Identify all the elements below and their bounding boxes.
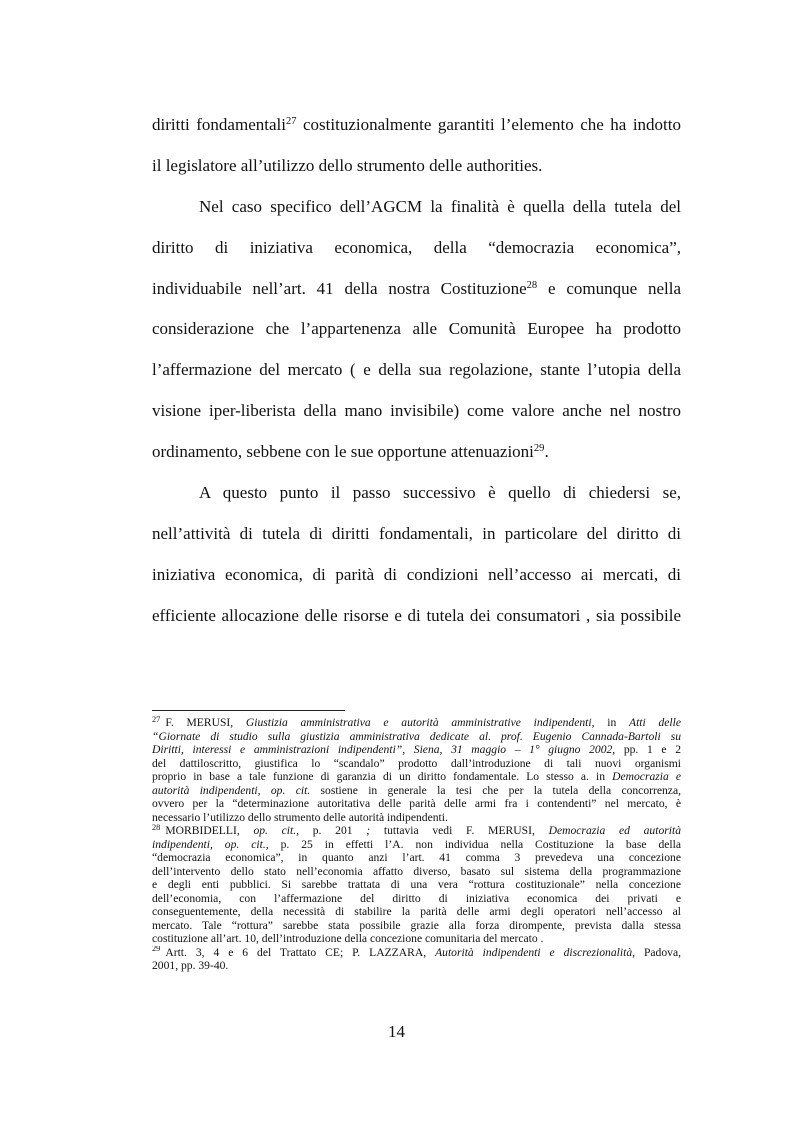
paragraph-line: iniziativa economica, di parità di condizioni nell’accesso ai mercati, di (152, 564, 681, 584)
paragraph-line: il legislatore all’utilizzo dello strumento delle authorities. (152, 155, 543, 175)
footnote-line: dell’economia, con l’affermazione del diritto di iniziativa economica dei privati e (152, 891, 681, 905)
footnote-line: dell’intervento dello stato nell’economia affatto diverso, basato sul sistema della programmazione (152, 864, 681, 878)
paragraph-line: considerazione che l’appartenenza alle Comunità Europee ha prodotto (152, 319, 681, 339)
footnote-number: 29 (152, 945, 161, 954)
footnote-27: $^{27}$ F. MERUSI, Giustizia amministrativa e autorità amministrative indipendenti, in Atti delle (152, 716, 681, 729)
footnote-line: “democrazia economica”, in quanto anzi l’art. 41 comma 3 prevedeva una concezione (152, 851, 681, 864)
footnote-29: $^{29}$ Artt. 3, 4 e 6 del Trattato CE; P. LAZZARA, Autorità indipendenti e discrezionalità, Padova, (152, 945, 681, 959)
footnote-line: del dattiloscritto, giustifica lo “scandalo” prodotto dall’introduzione di tali nuovi organismi (152, 756, 681, 770)
footnote-line: ovvero per la “determinazione autoritativa delle parità delle armi fra i contendenti” nel mercato, è (152, 797, 681, 810)
paragraph-line: efficiente allocazione delle risorse e di tutela dei consumatori , sia possibile (152, 605, 681, 625)
footnote-line: proprio in base a tale funzione di garanzia di un diritto fondamentale. Lo stesso a. in Democrazia e (152, 770, 681, 783)
paragraph-line: diritto di iniziativa economica, della “democrazia economica”, (152, 237, 681, 257)
footnote-ref-27[interactable]: 27 (285, 116, 297, 128)
footnote-28: $^{28}$ MORBIDELLI, op. cit., p. 201 ; tuttavia vedi F. MERUSI, Democrazia ed autorità (152, 824, 681, 837)
paragraph-line: ordinamento, sebbene con le sue opportune attenuazioni$^{29}$. (152, 442, 549, 462)
footnotes (152, 716, 681, 973)
footnote-number: 28 (152, 824, 161, 832)
paragraph-line: visione iper-liberista della mano invisibile) come valore anche nel nostro (152, 401, 681, 421)
paragraph-line: individuabile nell’art. 41 della nostra Costituzione$^{28}$ e comunque nella (152, 278, 681, 298)
footnote-line: “Giornate di studio sulla giustizia amministrativa dedicate al. prof. Eugenio Cannada-Bartoli su (152, 729, 681, 743)
footnote-separator (152, 710, 345, 711)
footnote-line: indipendenti, op. cit., p. 25 in effetti l’A. non individua nella Costituzione la base della (152, 837, 681, 851)
footnote-line: mercato. Tale “rottura” sarebbe stata possibile grazie alla forza dirompente, prevista dalla stessa (152, 918, 681, 932)
footnote-line: e degli enti pubblici. Si sarebbe trattata di una vera “rottura costituzionale” nella concezione (152, 878, 681, 891)
paragraph-line: diritti fondamentali$^{27}$ costituzionalmente garantiti l’elemento che ha indotto (152, 115, 681, 134)
footnote-line: autorità indipendenti, op. cit. sostiene in generale la tesi che per la tutela della concorrenza, (152, 783, 681, 797)
footnote-number: 27 (152, 716, 161, 724)
paragraph-line: Nel caso specifico dell’AGCM la finalità è quella della tutela del (199, 196, 681, 216)
body-text (152, 105, 681, 637)
paragraph-line: l’affermazione del mercato ( e della sua regolazione, stante l’utopia della (152, 360, 681, 380)
paragraph-line: A questo punto il passo successivo è quello di chiedersi se, (199, 483, 681, 503)
paragraph-line: nell’attività di tutela di diritti fondamentali, in particolare del diritto di (152, 523, 681, 543)
footnote-line: necessario l’utilizzo dello strumento delle autorità indipendenti. (152, 810, 448, 824)
footnote-line: costituzione all’art. 10, dell’introduzione della concezione comunitaria del mercato . (152, 932, 544, 945)
page-number: 14 (388, 1022, 405, 1041)
footnote-ref-29[interactable]: 29 (533, 443, 545, 455)
footnote-line: conseguentemente, della necessità di stabilire la parità delle armi degli operatori nell’accesso al (152, 905, 681, 918)
footnote-ref-28[interactable]: 28 (526, 279, 538, 291)
footnote-line: 2001, pp. 39-40. (152, 959, 229, 972)
footnote-line: Diritti, interessi e amministrazioni indipendenti”, Siena, 31 maggio – 1° giugno 2002, pp. 1 e 2 (152, 743, 681, 756)
